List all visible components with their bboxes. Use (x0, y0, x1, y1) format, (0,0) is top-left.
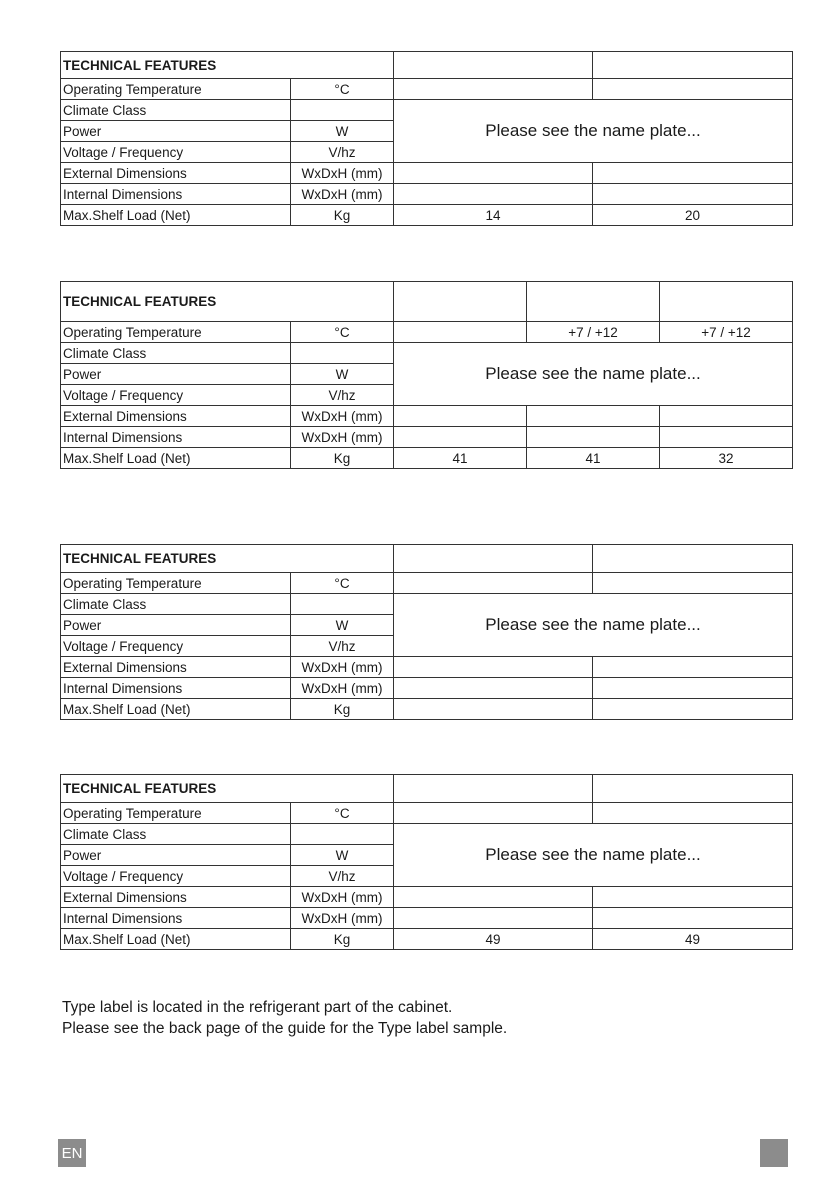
technical-features-table-2 (60, 281, 793, 469)
row-label: Max.Shelf Load (Net) (61, 448, 291, 469)
value-cell (593, 657, 793, 678)
row-label: Voltage / Frequency (61, 385, 291, 406)
value-cell (394, 657, 593, 678)
value-cell (593, 163, 793, 184)
row-unit: °C (291, 79, 394, 100)
value-cell (593, 678, 793, 699)
row-label: Operating Temperature (61, 79, 291, 100)
table-row (61, 163, 793, 184)
row-label: External Dimensions (61, 887, 291, 908)
row-unit: WxDxH (mm) (291, 657, 394, 678)
row-label: Max.Shelf Load (Net) (61, 699, 291, 720)
row-unit: V/hz (291, 142, 394, 163)
value-cell (394, 803, 593, 824)
value-cell (593, 699, 793, 720)
header-row (61, 52, 793, 79)
value-cell: +7 / +12 (660, 322, 793, 343)
table-row (61, 699, 793, 720)
row-label: Internal Dimensions (61, 908, 291, 929)
value-cell: 14 (394, 205, 593, 226)
row-label: External Dimensions (61, 406, 291, 427)
header-row (61, 282, 793, 322)
value-cell (593, 803, 793, 824)
table-row (61, 573, 793, 594)
table-row (61, 184, 793, 205)
row-unit: °C (291, 322, 394, 343)
value-cell: 20 (593, 205, 793, 226)
table-row (61, 448, 793, 469)
model-column-header (593, 52, 793, 79)
type-label-note (62, 997, 507, 1039)
model-column-header (394, 775, 593, 803)
value-cell: +7 / +12 (527, 322, 660, 343)
table-title: TECHNICAL FEATURES (61, 545, 394, 573)
table-row (61, 887, 793, 908)
row-unit: WxDxH (mm) (291, 184, 394, 205)
row-label: Climate Class (61, 343, 291, 364)
name-plate-note: Please see the name plate... (394, 594, 793, 657)
row-unit: W (291, 121, 394, 142)
model-column-header (660, 282, 793, 322)
value-cell (394, 427, 527, 448)
row-unit: WxDxH (mm) (291, 678, 394, 699)
row-label: Operating Temperature (61, 803, 291, 824)
row-label: Power (61, 615, 291, 636)
table-row (61, 824, 793, 845)
value-cell (593, 184, 793, 205)
page-number-marker (760, 1139, 788, 1167)
value-cell: 49 (593, 929, 793, 950)
value-cell (394, 163, 593, 184)
row-label: External Dimensions (61, 657, 291, 678)
row-unit (291, 100, 394, 121)
value-cell: 32 (660, 448, 793, 469)
value-cell (527, 406, 660, 427)
row-unit: W (291, 845, 394, 866)
row-unit (291, 343, 394, 364)
row-unit: V/hz (291, 866, 394, 887)
table-row (61, 100, 793, 121)
technical-features-table-1 (60, 51, 793, 226)
value-cell (593, 573, 793, 594)
row-unit: Kg (291, 929, 394, 950)
header-row (61, 775, 793, 803)
header-row (61, 545, 793, 573)
model-column-header (394, 545, 593, 573)
value-cell (394, 699, 593, 720)
model-column-header (394, 52, 593, 79)
row-unit: WxDxH (mm) (291, 427, 394, 448)
table-title: TECHNICAL FEATURES (61, 52, 394, 79)
row-label: Power (61, 364, 291, 385)
table-title: TECHNICAL FEATURES (61, 775, 394, 803)
row-unit: V/hz (291, 636, 394, 657)
value-cell (394, 573, 593, 594)
table-row (61, 678, 793, 699)
value-cell (593, 887, 793, 908)
row-label: Voltage / Frequency (61, 142, 291, 163)
row-label: Climate Class (61, 100, 291, 121)
table-row (61, 929, 793, 950)
row-label: Voltage / Frequency (61, 636, 291, 657)
value-cell: 41 (527, 448, 660, 469)
table-row (61, 657, 793, 678)
row-unit: Kg (291, 448, 394, 469)
row-unit: °C (291, 803, 394, 824)
row-unit: °C (291, 573, 394, 594)
technical-features-table-3 (60, 544, 793, 720)
value-cell (394, 887, 593, 908)
row-unit: V/hz (291, 385, 394, 406)
table-row (61, 343, 793, 364)
value-cell: 49 (394, 929, 593, 950)
row-unit: W (291, 364, 394, 385)
row-label: Max.Shelf Load (Net) (61, 929, 291, 950)
table-row (61, 406, 793, 427)
row-label: Internal Dimensions (61, 184, 291, 205)
row-label: Operating Temperature (61, 573, 291, 594)
table-title: TECHNICAL FEATURES (61, 282, 394, 322)
table-row (61, 205, 793, 226)
row-label: Internal Dimensions (61, 427, 291, 448)
model-column-header (527, 282, 660, 322)
name-plate-note: Please see the name plate... (394, 100, 793, 163)
row-unit: WxDxH (mm) (291, 406, 394, 427)
value-cell (527, 427, 660, 448)
row-unit: Kg (291, 205, 394, 226)
footnote-line: Please see the back page of the guide for the Type label sample. (62, 1020, 508, 1037)
model-column-header (593, 545, 793, 573)
table-row (61, 594, 793, 615)
row-unit (291, 594, 394, 615)
row-label: Operating Temperature (61, 322, 291, 343)
model-column-header (593, 775, 793, 803)
technical-features-table-4 (60, 774, 793, 950)
value-cell (394, 678, 593, 699)
footnote-line: Type label is located in the refrigerant part of the cabinet. (62, 999, 453, 1016)
name-plate-note: Please see the name plate... (394, 343, 793, 406)
row-unit: WxDxH (mm) (291, 163, 394, 184)
row-label: External Dimensions (61, 163, 291, 184)
value-cell (394, 322, 527, 343)
value-cell (394, 908, 593, 929)
value-cell (660, 427, 793, 448)
table-row (61, 427, 793, 448)
row-label: Climate Class (61, 824, 291, 845)
row-unit (291, 824, 394, 845)
value-cell (660, 406, 793, 427)
row-unit: W (291, 615, 394, 636)
value-cell (394, 79, 593, 100)
language-badge: EN (58, 1139, 86, 1167)
row-unit: WxDxH (mm) (291, 908, 394, 929)
row-label: Power (61, 845, 291, 866)
name-plate-note: Please see the name plate... (394, 824, 793, 887)
row-unit: WxDxH (mm) (291, 887, 394, 908)
row-label: Power (61, 121, 291, 142)
table-row (61, 322, 793, 343)
model-column-header (394, 282, 527, 322)
row-label: Climate Class (61, 594, 291, 615)
table-row (61, 79, 793, 100)
value-cell: 41 (394, 448, 527, 469)
value-cell (394, 184, 593, 205)
table-row (61, 803, 793, 824)
row-unit: Kg (291, 699, 394, 720)
row-label: Max.Shelf Load (Net) (61, 205, 291, 226)
value-cell (394, 406, 527, 427)
value-cell (593, 908, 793, 929)
row-label: Internal Dimensions (61, 678, 291, 699)
row-label: Voltage / Frequency (61, 866, 291, 887)
value-cell (593, 79, 793, 100)
table-row (61, 908, 793, 929)
